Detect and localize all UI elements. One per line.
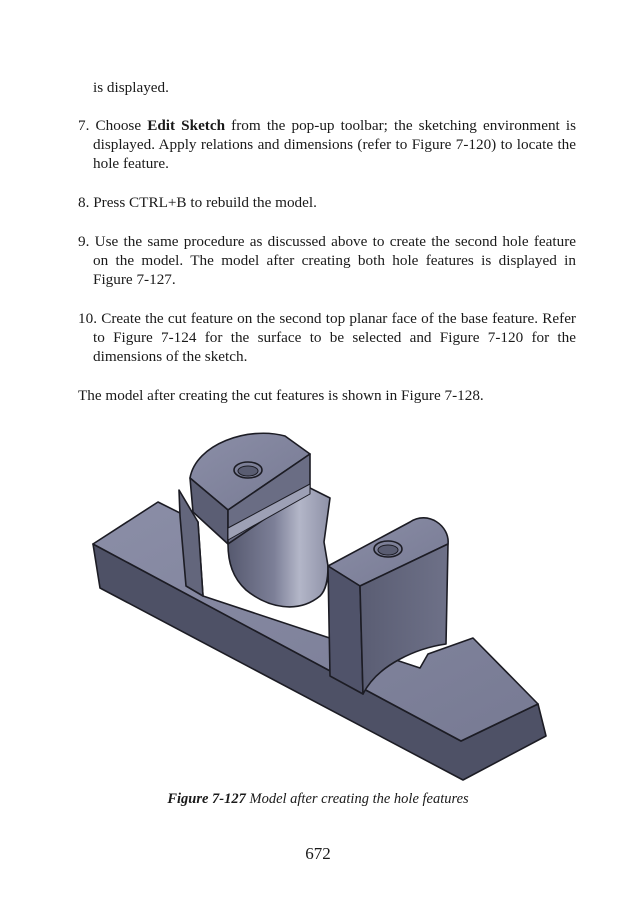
summary-text: The model after creating the cut features is shown in Figure 7-128. [78, 387, 484, 404]
hole-left-inner [238, 466, 258, 476]
hole-right-inner [378, 545, 398, 555]
right-upright-front [328, 566, 363, 694]
paragraph-continuation [78, 78, 561, 97]
page-number: 672 [305, 844, 331, 863]
step-9 [78, 232, 576, 289]
model-illustration [78, 418, 561, 788]
edit-sketch-label: Edit Sketch [147, 117, 226, 134]
step-7-text: from the pop-up toolbar; the sketching environment is displayed. Apply relations and dimensions (refer to Figure 7-120) to locate the hole feature. [93, 117, 577, 172]
step-8-text: 8. Press CTRL+B to rebuild the model. [78, 194, 317, 211]
figure-caption-text: Model after creating the hole features [245, 791, 469, 807]
figure-label: Figure 7-127 [167, 791, 246, 807]
step-8 [78, 193, 576, 212]
continuation-text: is displayed. [93, 79, 169, 96]
step-10-text: 10. Create the cut feature on the second top planar face of the base feature. Refer to Figure 7-124 for the surface to be selected and Figure 7-120 for the dimensions of the sketch. [78, 310, 576, 365]
step-10 [78, 309, 576, 366]
summary-paragraph [78, 386, 561, 405]
step-9-text: 9. Use the same procedure as discussed above to create the second hole feature on the model. The model after creating both hole features is displayed in Figure 7-127. [78, 233, 576, 288]
figure-7-127 [78, 418, 561, 788]
step-7 [78, 116, 576, 173]
step-7-prefix: 7. Choose [78, 117, 148, 134]
figure-caption [0, 791, 636, 808]
